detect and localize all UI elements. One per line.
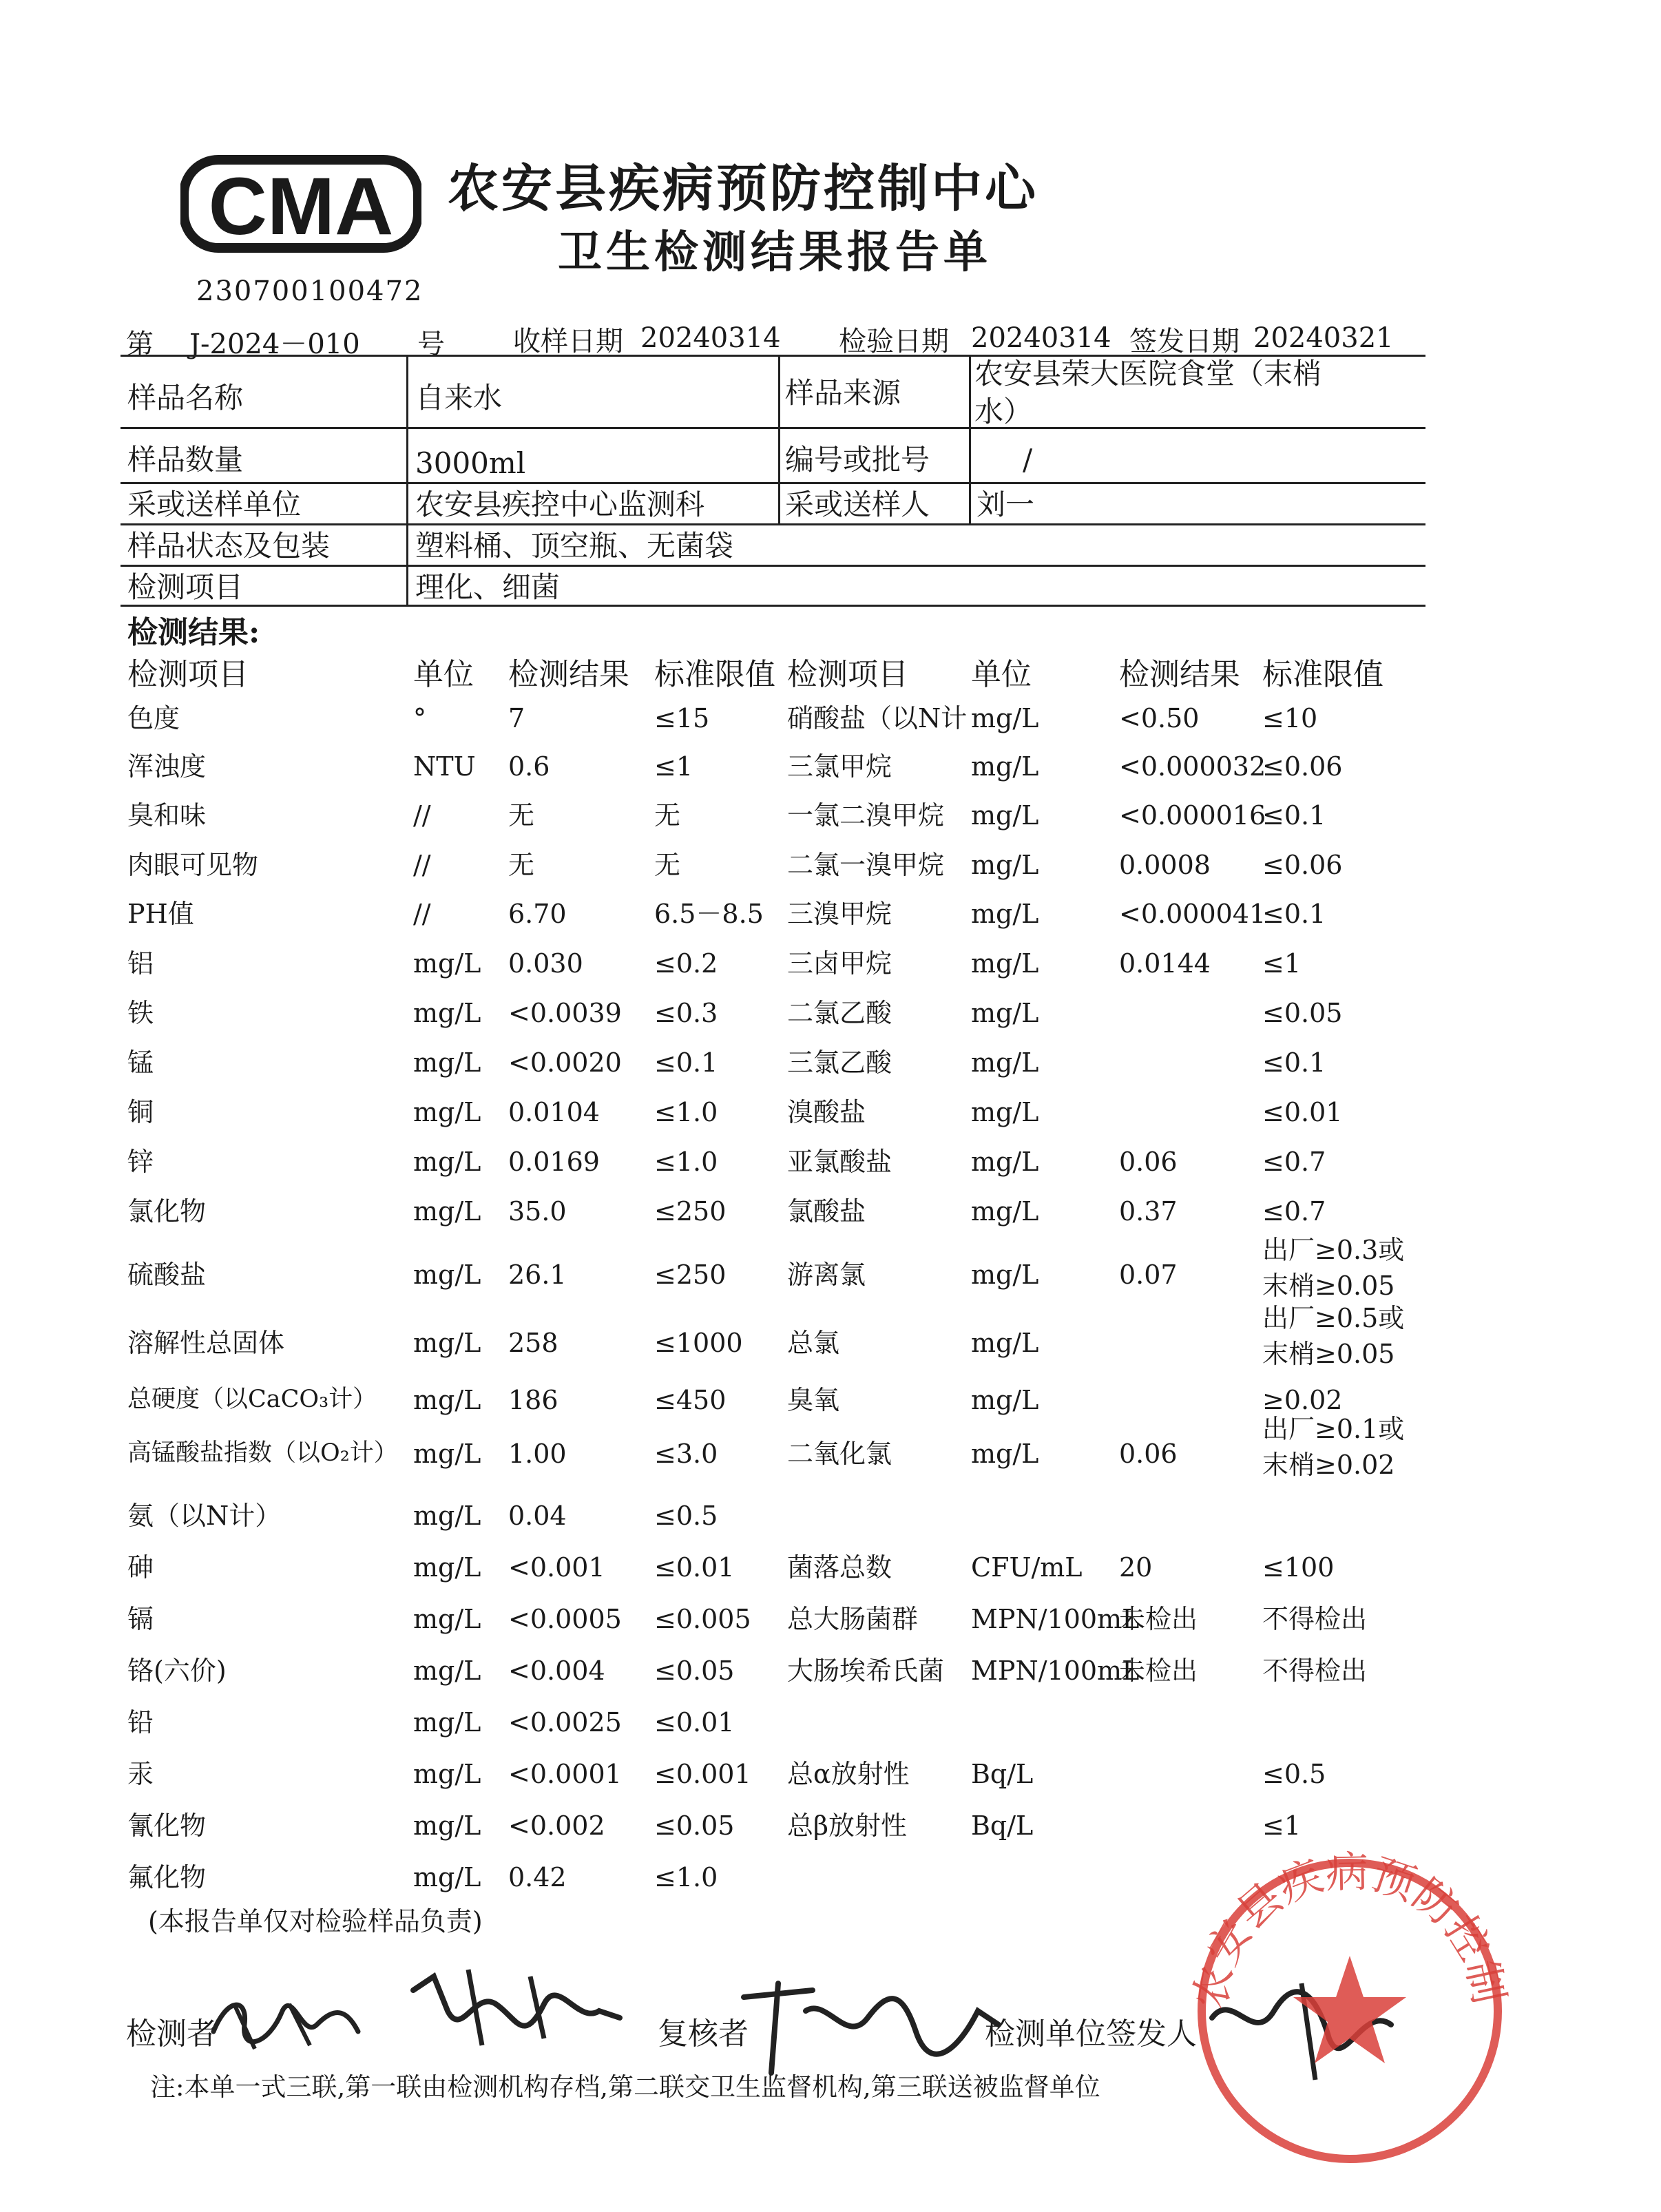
result-limit: ≤0.1 xyxy=(1262,800,1326,831)
result-item: 铬(六价) xyxy=(127,1656,227,1686)
inspect-date: 20240314 xyxy=(971,322,1111,354)
result-item: 亚氯酸盐 xyxy=(787,1147,892,1177)
tester-label: 检测者 xyxy=(126,2016,217,2052)
result-item: 总硬度（以CaCO₃计） xyxy=(127,1386,377,1413)
package-value: 塑料桶、顶空瓶、无菌袋 xyxy=(415,529,734,563)
result-unit: mg/L xyxy=(971,1097,1039,1127)
result-unit: mg/L xyxy=(971,1385,1039,1415)
received-date: 20240314 xyxy=(640,322,781,354)
result-unit: mg/L xyxy=(413,1385,481,1415)
result-limit: ≤3.0 xyxy=(654,1439,718,1469)
result-limit: ≤1000 xyxy=(654,1328,743,1358)
result-unit: // xyxy=(413,850,431,880)
result-value: <0.0025 xyxy=(508,1707,622,1738)
result-unit: mg/L xyxy=(413,1097,481,1127)
result-unit: mg/L xyxy=(971,998,1039,1028)
result-limit: ≤250 xyxy=(654,1196,727,1227)
result-value: 0.0008 xyxy=(1119,850,1211,880)
result-value: <0.000032 xyxy=(1119,751,1266,782)
logo-text: CMA xyxy=(208,161,394,252)
result-value: 35.0 xyxy=(508,1196,567,1227)
result-item: 二氯乙酸 xyxy=(787,998,892,1028)
result-item: 肉眼可见物 xyxy=(127,850,259,880)
result-item: 总氯 xyxy=(787,1328,840,1358)
result-unit: MPN/100mL xyxy=(971,1656,1140,1686)
result-limit: ≤0.05 xyxy=(1262,998,1343,1028)
org-name: 农安县疾病预防控制中心 xyxy=(448,159,1038,218)
result-value: 26.1 xyxy=(508,1260,567,1290)
result-value: 0.0169 xyxy=(508,1147,600,1177)
result-item: 铁 xyxy=(127,998,154,1028)
result-item: 总α放射性 xyxy=(787,1759,910,1789)
result-value: <0.002 xyxy=(508,1811,605,1841)
result-item: 高锰酸盐指数（以O₂计） xyxy=(127,1439,398,1467)
result-item: PH值 xyxy=(127,899,194,929)
result-value: 7 xyxy=(508,703,525,733)
result-item: 总β放射性 xyxy=(787,1811,907,1841)
result-unit: ° xyxy=(413,703,426,733)
result-item: 一氯二溴甲烷 xyxy=(787,800,945,831)
tester-signature-1 xyxy=(207,1983,365,2059)
result-unit: mg/L xyxy=(971,1260,1039,1290)
received-date-label: 收样日期 xyxy=(513,326,623,357)
result-limit: ≤0.5 xyxy=(654,1501,718,1531)
result-value: 0.0104 xyxy=(508,1097,600,1127)
result-unit: mg/L xyxy=(413,1811,481,1841)
result-limit-line2: 末梢≥0.05 xyxy=(1262,1339,1395,1369)
result-unit: mg/L xyxy=(413,1328,481,1358)
result-item: 色度 xyxy=(127,703,180,733)
seal-text: 农安县疾病预防控制 xyxy=(1184,1846,1515,2013)
result-value: 未检出 xyxy=(1119,1656,1198,1686)
result-limit: 出厂≥0.1或 xyxy=(1262,1414,1405,1444)
result-limit: 不得检出 xyxy=(1262,1604,1368,1634)
result-unit: mg/L xyxy=(971,1047,1039,1078)
result-unit: mg/L xyxy=(971,899,1039,929)
result-value: 0.42 xyxy=(508,1862,567,1892)
result-value: 0.06 xyxy=(1119,1439,1178,1469)
result-limit: ≤15 xyxy=(654,703,710,733)
cma-logo xyxy=(180,153,421,255)
reviewer-signature xyxy=(730,1970,1005,2080)
col-result-right-header: 检测结果 xyxy=(1119,657,1240,692)
sample-name-label: 样品名称 xyxy=(127,381,244,415)
result-unit: mg/L xyxy=(971,1147,1039,1177)
result-limit: ≤10 xyxy=(1262,703,1318,733)
result-value: 6.70 xyxy=(508,899,567,929)
result-limit: ≤0.1 xyxy=(1262,1047,1326,1078)
result-limit: ≤0.01 xyxy=(654,1552,735,1583)
result-value: 258 xyxy=(508,1328,558,1358)
result-unit: mg/L xyxy=(971,800,1039,831)
result-limit: ≤1.0 xyxy=(654,1862,718,1892)
result-unit: mg/L xyxy=(413,948,481,979)
result-item: 氰化物 xyxy=(127,1811,207,1841)
result-value: <0.000016 xyxy=(1119,800,1266,831)
sampling-unit-label: 采或送样单位 xyxy=(127,488,302,521)
result-item: 锌 xyxy=(127,1147,154,1177)
result-value: 未检出 xyxy=(1119,1604,1198,1634)
result-item: 溴酸盐 xyxy=(787,1097,866,1127)
issuer-label: 检测单位签发人 xyxy=(985,2016,1197,2052)
col-item-right-header: 检测项目 xyxy=(787,657,908,692)
result-limit: ≤1 xyxy=(1262,948,1302,979)
result-item: 锰 xyxy=(127,1047,154,1078)
result-item: 三氯乙酸 xyxy=(787,1047,892,1078)
reviewer-label: 复核者 xyxy=(658,2016,749,2052)
result-item: 汞 xyxy=(127,1759,154,1789)
official-seal xyxy=(1164,1804,1536,2176)
result-limit: ≤0.7 xyxy=(1262,1147,1326,1177)
result-value: <0.000041 xyxy=(1119,899,1266,929)
result-value: 186 xyxy=(508,1385,558,1415)
package-label: 样品状态及包装 xyxy=(127,529,331,563)
result-limit: ≤0.05 xyxy=(654,1811,735,1841)
result-item: 铝 xyxy=(127,948,154,979)
result-limit: 无 xyxy=(654,800,681,831)
result-value: 0.030 xyxy=(508,948,583,979)
result-unit: mg/L xyxy=(413,1707,481,1738)
result-limit: ≤0.01 xyxy=(1262,1097,1343,1127)
result-unit: mg/L xyxy=(971,850,1039,880)
sample-qty-value: 3000ml xyxy=(415,446,526,480)
result-limit: ≤0.7 xyxy=(1262,1196,1326,1227)
disclaimer: (本报告单仅对检验样品负责) xyxy=(148,1906,483,1937)
result-unit: Bq/L xyxy=(971,1759,1034,1789)
result-value: 0.04 xyxy=(508,1501,567,1531)
result-item: 二氯一溴甲烷 xyxy=(787,850,945,880)
result-value: <0.004 xyxy=(508,1656,605,1686)
col-unit-header: 单位 xyxy=(413,657,474,692)
result-unit: mg/L xyxy=(971,1328,1039,1358)
result-value: <0.001 xyxy=(508,1552,605,1583)
result-value: 20 xyxy=(1119,1552,1153,1583)
result-unit: // xyxy=(413,899,431,929)
result-item: 氟化物 xyxy=(127,1862,207,1892)
result-limit: ≤1.0 xyxy=(654,1147,718,1177)
footer-note: 注:本单一式三联,第一联由检测机构存档,第二联交卫生监督机构,第三联送被监督单位 xyxy=(150,2072,1100,2102)
result-unit: mg/L xyxy=(971,1439,1039,1469)
result-value: <0.0039 xyxy=(508,998,622,1028)
result-value: 1.00 xyxy=(508,1439,567,1469)
result-item: 溶解性总固体 xyxy=(127,1328,285,1358)
result-limit: 无 xyxy=(654,850,681,880)
col-limit-header: 标准限值 xyxy=(654,657,775,692)
report-title: 卫生检测结果报告单 xyxy=(558,227,992,278)
result-item: 菌落总数 xyxy=(787,1552,892,1583)
report-no-suffix: 号 xyxy=(417,328,445,360)
result-value: <0.0001 xyxy=(508,1759,622,1789)
result-unit: CFU/mL xyxy=(971,1552,1083,1583)
result-unit: mg/L xyxy=(413,1759,481,1789)
result-limit-line2: 末梢≥0.05 xyxy=(1262,1271,1395,1301)
batch-value: / xyxy=(1023,443,1033,477)
result-limit: 不得检出 xyxy=(1262,1656,1368,1686)
result-unit: MPN/100mL xyxy=(971,1604,1140,1634)
result-item: 铅 xyxy=(127,1707,154,1738)
result-item: 氯化物 xyxy=(127,1196,207,1227)
result-limit: ≤450 xyxy=(654,1385,727,1415)
result-unit: mg/L xyxy=(971,703,1039,733)
result-limit: 出厂≥0.3或 xyxy=(1262,1235,1405,1265)
result-limit: ≤0.06 xyxy=(1262,751,1343,782)
result-unit: mg/L xyxy=(413,1862,481,1892)
result-value: <0.0005 xyxy=(508,1604,622,1634)
result-value: 0.07 xyxy=(1119,1260,1178,1290)
result-limit: ≤0.5 xyxy=(1262,1759,1326,1789)
result-unit: mg/L xyxy=(971,1196,1039,1227)
result-item: 浑浊度 xyxy=(127,751,207,782)
sampling-unit-value: 农安县疾控中心监测科 xyxy=(415,488,705,521)
result-limit: ≤1 xyxy=(654,751,693,782)
result-limit: ≤0.2 xyxy=(654,948,718,979)
result-unit: mg/L xyxy=(413,998,481,1028)
result-unit: mg/L xyxy=(413,1260,481,1290)
tester-signature-2 xyxy=(406,1963,627,2059)
cma-number: 230700100472 xyxy=(196,275,424,307)
result-item: 三卤甲烷 xyxy=(787,948,892,979)
result-value: 无 xyxy=(508,850,535,880)
test-items-label: 检测项目 xyxy=(127,570,244,604)
report-no: J-2024－010 xyxy=(189,328,360,360)
result-item: 砷 xyxy=(127,1552,154,1583)
result-item: 硝酸盐（以N计 xyxy=(787,703,968,733)
result-item: 臭和味 xyxy=(127,800,207,831)
result-unit: mg/L xyxy=(413,1196,481,1227)
result-unit: mg/L xyxy=(413,1604,481,1634)
result-unit: mg/L xyxy=(413,1439,481,1469)
sample-name-value: 自来水 xyxy=(415,381,503,415)
result-value: 0.6 xyxy=(508,751,550,782)
batch-label: 编号或批号 xyxy=(785,443,930,477)
result-value: <0.0020 xyxy=(508,1047,622,1078)
result-value: 0.37 xyxy=(1119,1196,1178,1227)
result-limit: ≤0.3 xyxy=(654,998,718,1028)
sample-qty-label: 样品数量 xyxy=(127,443,244,477)
col-result-header: 检测结果 xyxy=(508,657,629,692)
issue-date: 20240321 xyxy=(1253,322,1394,354)
result-limit: ≤100 xyxy=(1262,1552,1335,1583)
result-limit: ≤1 xyxy=(1262,1811,1302,1841)
result-unit: Bq/L xyxy=(971,1811,1034,1841)
results-title: 检测结果: xyxy=(127,615,260,650)
col-item-header: 检测项目 xyxy=(127,657,249,692)
result-unit: mg/L xyxy=(413,1047,481,1078)
sample-source-value-line1: 农安县荣大医院食堂（末梢 xyxy=(974,357,1322,390)
result-limit: ≤0.001 xyxy=(654,1759,751,1789)
inspect-date-label: 检验日期 xyxy=(839,326,949,357)
result-value: 0.0144 xyxy=(1119,948,1211,979)
result-value: 0.06 xyxy=(1119,1147,1178,1177)
result-item: 三溴甲烷 xyxy=(787,899,892,929)
result-limit: ≥0.02 xyxy=(1262,1385,1343,1415)
result-value: <0.50 xyxy=(1119,703,1200,733)
result-limit: ≤0.05 xyxy=(654,1656,735,1686)
sampler-value: 刘一 xyxy=(976,488,1035,521)
result-value: 无 xyxy=(508,800,535,831)
result-item: 镉 xyxy=(127,1604,154,1634)
result-item: 臭氧 xyxy=(787,1385,840,1415)
result-item: 总大肠菌群 xyxy=(787,1604,919,1634)
sample-source-value-line2: 水） xyxy=(974,395,1033,428)
result-limit: 6.5－8.5 xyxy=(654,899,764,929)
result-limit: ≤0.005 xyxy=(654,1604,751,1634)
result-item: 大肠埃希氏菌 xyxy=(787,1656,945,1686)
result-limit: ≤0.06 xyxy=(1262,850,1343,880)
result-unit: NTU xyxy=(413,751,476,782)
result-unit: mg/L xyxy=(413,1147,481,1177)
result-unit: mg/L xyxy=(971,751,1039,782)
result-unit: mg/L xyxy=(413,1656,481,1686)
result-limit: 出厂≥0.5或 xyxy=(1262,1303,1405,1333)
report-no-prefix: 第 xyxy=(126,328,154,360)
result-unit: mg/L xyxy=(413,1501,481,1531)
col-limit-right-header: 标准限值 xyxy=(1262,657,1383,692)
result-limit: ≤1.0 xyxy=(654,1097,718,1127)
test-items-value: 理化、细菌 xyxy=(415,570,561,604)
result-item: 二氧化氯 xyxy=(787,1439,892,1469)
result-limit: ≤0.01 xyxy=(654,1707,735,1738)
result-unit: mg/L xyxy=(413,1552,481,1583)
result-item: 硫酸盐 xyxy=(127,1260,207,1290)
result-item: 三氯甲烷 xyxy=(787,751,892,782)
result-limit: ≤0.1 xyxy=(654,1047,718,1078)
result-item: 铜 xyxy=(127,1097,154,1127)
result-limit: ≤0.1 xyxy=(1262,899,1326,929)
result-unit: mg/L xyxy=(971,948,1039,979)
sampler-label: 采或送样人 xyxy=(785,488,930,521)
result-item: 氯酸盐 xyxy=(787,1196,866,1227)
sample-source-label: 样品来源 xyxy=(785,376,901,410)
result-item: 游离氯 xyxy=(787,1260,866,1290)
result-limit-line2: 末梢≥0.02 xyxy=(1262,1450,1395,1480)
result-unit: // xyxy=(413,800,431,831)
col-unit-right-header: 单位 xyxy=(971,657,1032,692)
result-limit: ≤250 xyxy=(654,1260,727,1290)
result-item: 氨（以N计） xyxy=(127,1501,282,1531)
issue-date-label: 签发日期 xyxy=(1129,326,1240,357)
